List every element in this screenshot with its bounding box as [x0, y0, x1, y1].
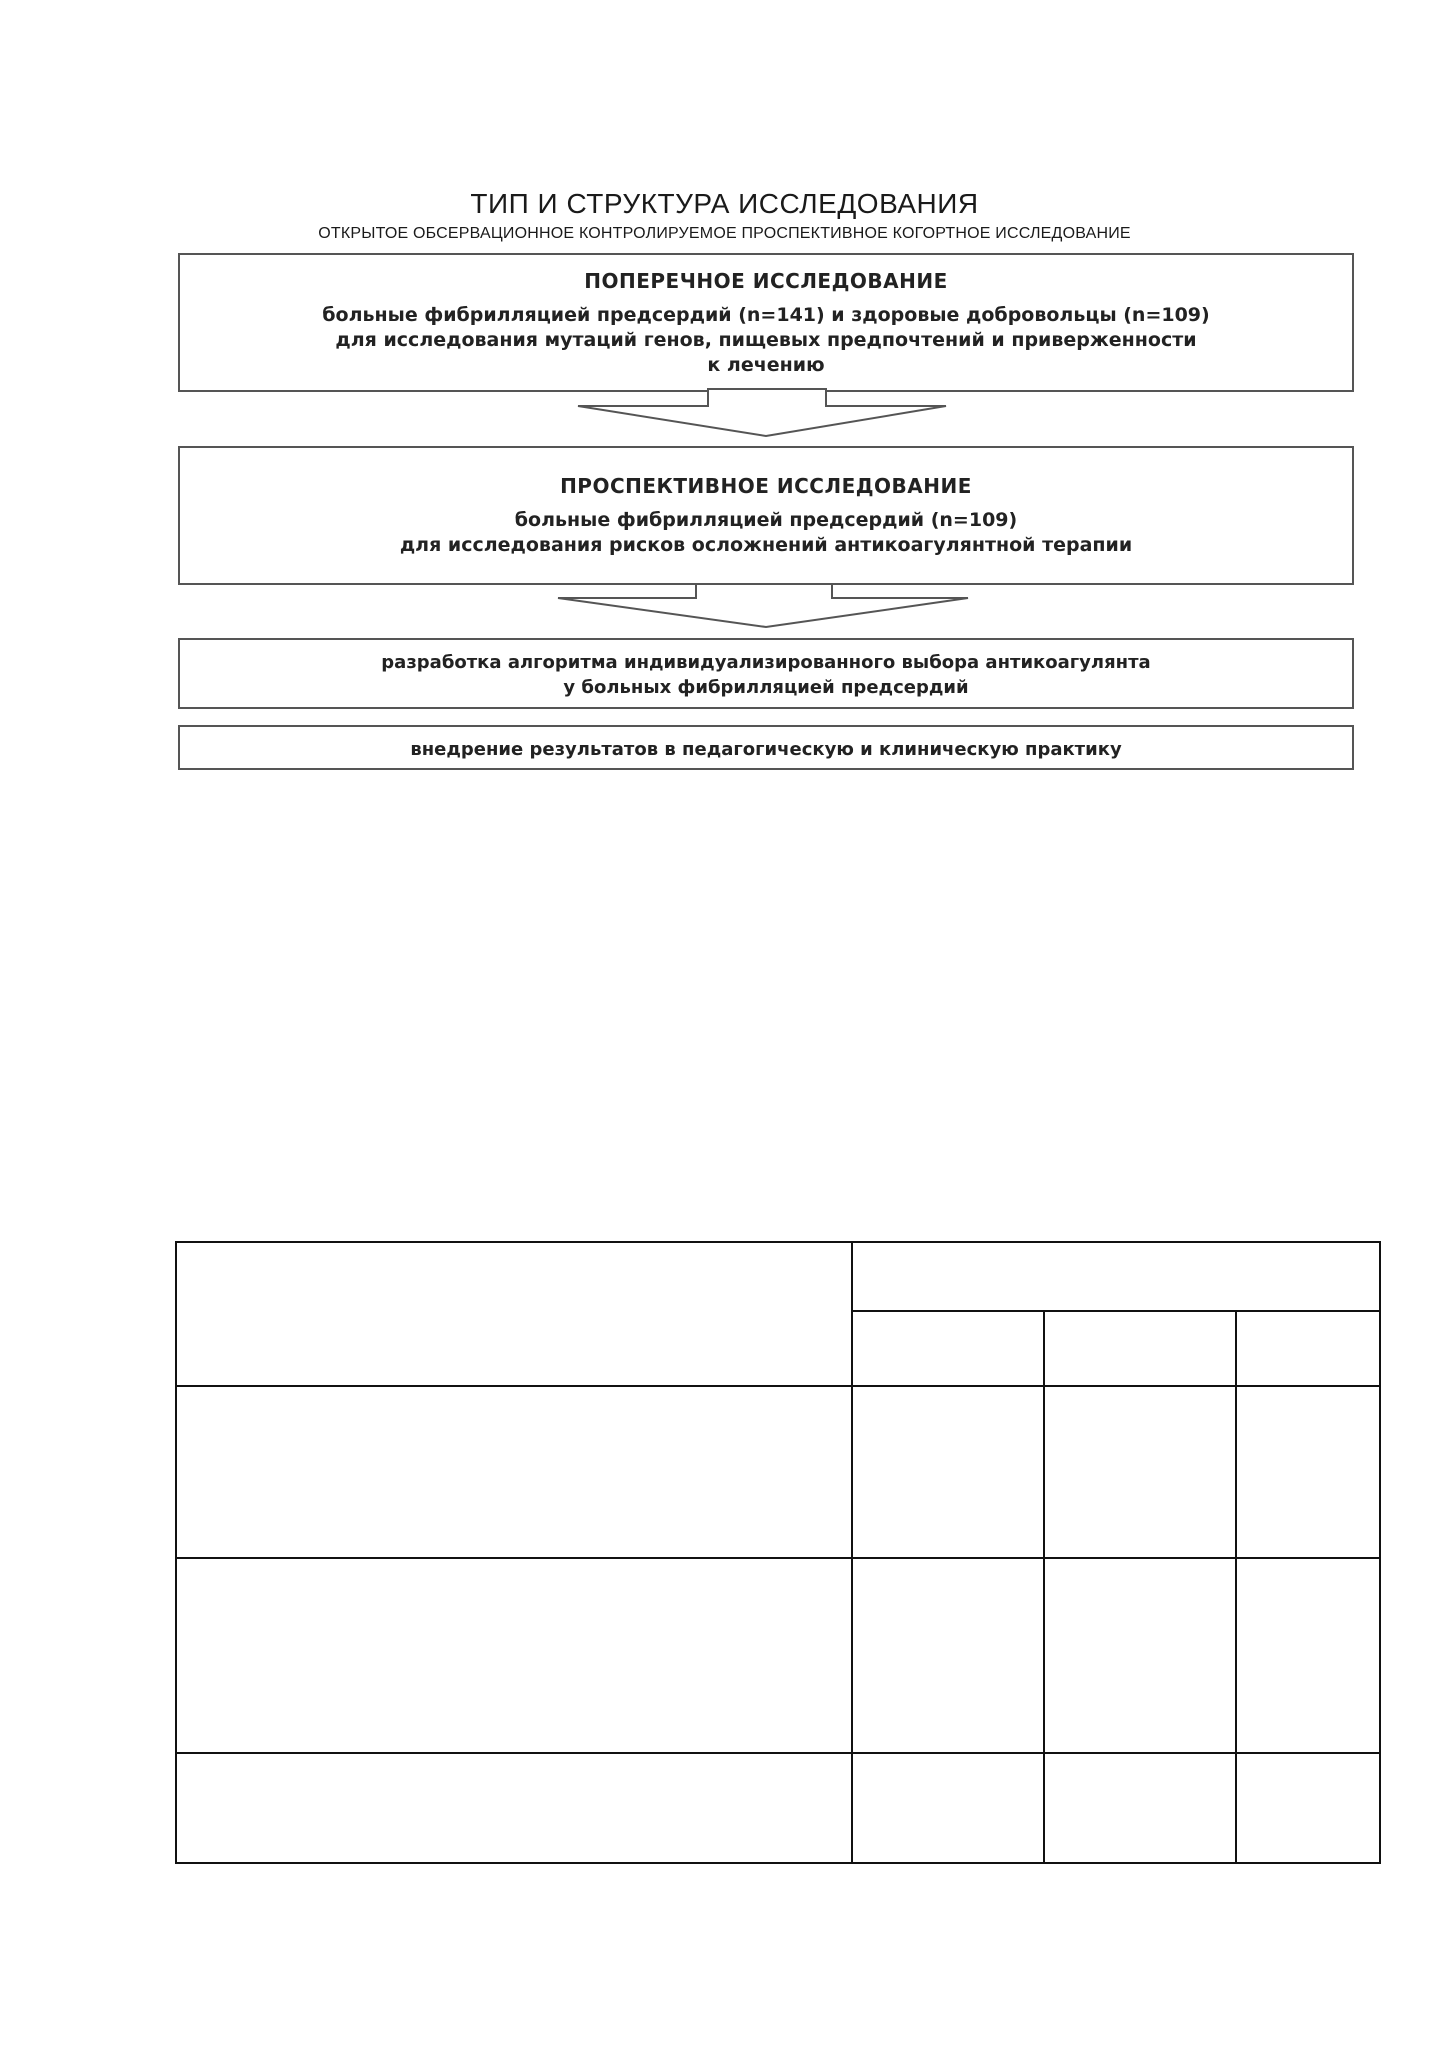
cross-sectional-line-2: для исследования мутаций генов, пищевых предпочтений и приверженности [335, 329, 1197, 351]
cross-sectional-heading: ПОПЕРЕЧНОЕ ИССЛЕДОВАНИЕ [584, 269, 948, 293]
table-cell [852, 1558, 1044, 1753]
table-cell [1236, 1753, 1380, 1863]
prospective-line-1: больные фибрилляцией предсердий (n=109) [514, 509, 1018, 531]
prospective-heading: ПРОСПЕКТИВНОЕ ИССЛЕДОВАНИЕ [560, 474, 972, 498]
table-cell [1236, 1386, 1380, 1558]
table-row [176, 1242, 1380, 1311]
empty-table [175, 1241, 1381, 1864]
cross-sectional-line-3: к лечению [707, 354, 825, 376]
table-cell [1236, 1311, 1380, 1386]
table-cell [176, 1753, 852, 1863]
table-cell [176, 1386, 852, 1558]
table-cell [852, 1753, 1044, 1863]
prospective-study-box [178, 446, 1354, 585]
algorithm-development-box [178, 638, 1354, 709]
table-row [176, 1558, 1380, 1753]
table-cell [1044, 1753, 1236, 1863]
table-row [176, 1386, 1380, 1558]
implementation-box [178, 725, 1354, 770]
table-cell [1044, 1311, 1236, 1386]
implementation-line: внедрение результатов в педагогическую и клиническую практику [410, 739, 1122, 760]
algorithm-line-1: разработка алгоритма индивидуализированного выбора антикоагулянта [381, 652, 1151, 673]
arrow-down-2 [558, 582, 968, 627]
cross-sectional-line-1: больные фибрилляцией предсердий (n=141) и здоровые добровольцы (n=109) [322, 304, 1210, 326]
algorithm-line-2: у больных фибрилляцией предсердий [563, 677, 969, 698]
table-cell [176, 1558, 852, 1753]
table-row [176, 1753, 1380, 1863]
table-cell [1044, 1558, 1236, 1753]
prospective-line-2: для исследования рисков осложнений антикоагулянтной терапии [399, 534, 1133, 556]
page-title: ТИП И СТРУКТУРА ИССЛЕДОВАНИЯ [470, 188, 979, 219]
page-subtitle: ОТКРЫТОЕ ОБСЕРВАЦИОННОЕ КОНТРОЛИРУЕМОЕ ПРОСПЕКТИВНОЕ КОГОРТНОЕ ИССЛЕДОВАНИЕ [318, 225, 1131, 242]
table-cell [176, 1242, 852, 1386]
table-cell [852, 1242, 1380, 1311]
table-cell [1236, 1558, 1380, 1753]
table-cell [1044, 1386, 1236, 1558]
table-cell [852, 1386, 1044, 1558]
arrow-down-1 [578, 389, 946, 436]
table-cell [852, 1311, 1044, 1386]
